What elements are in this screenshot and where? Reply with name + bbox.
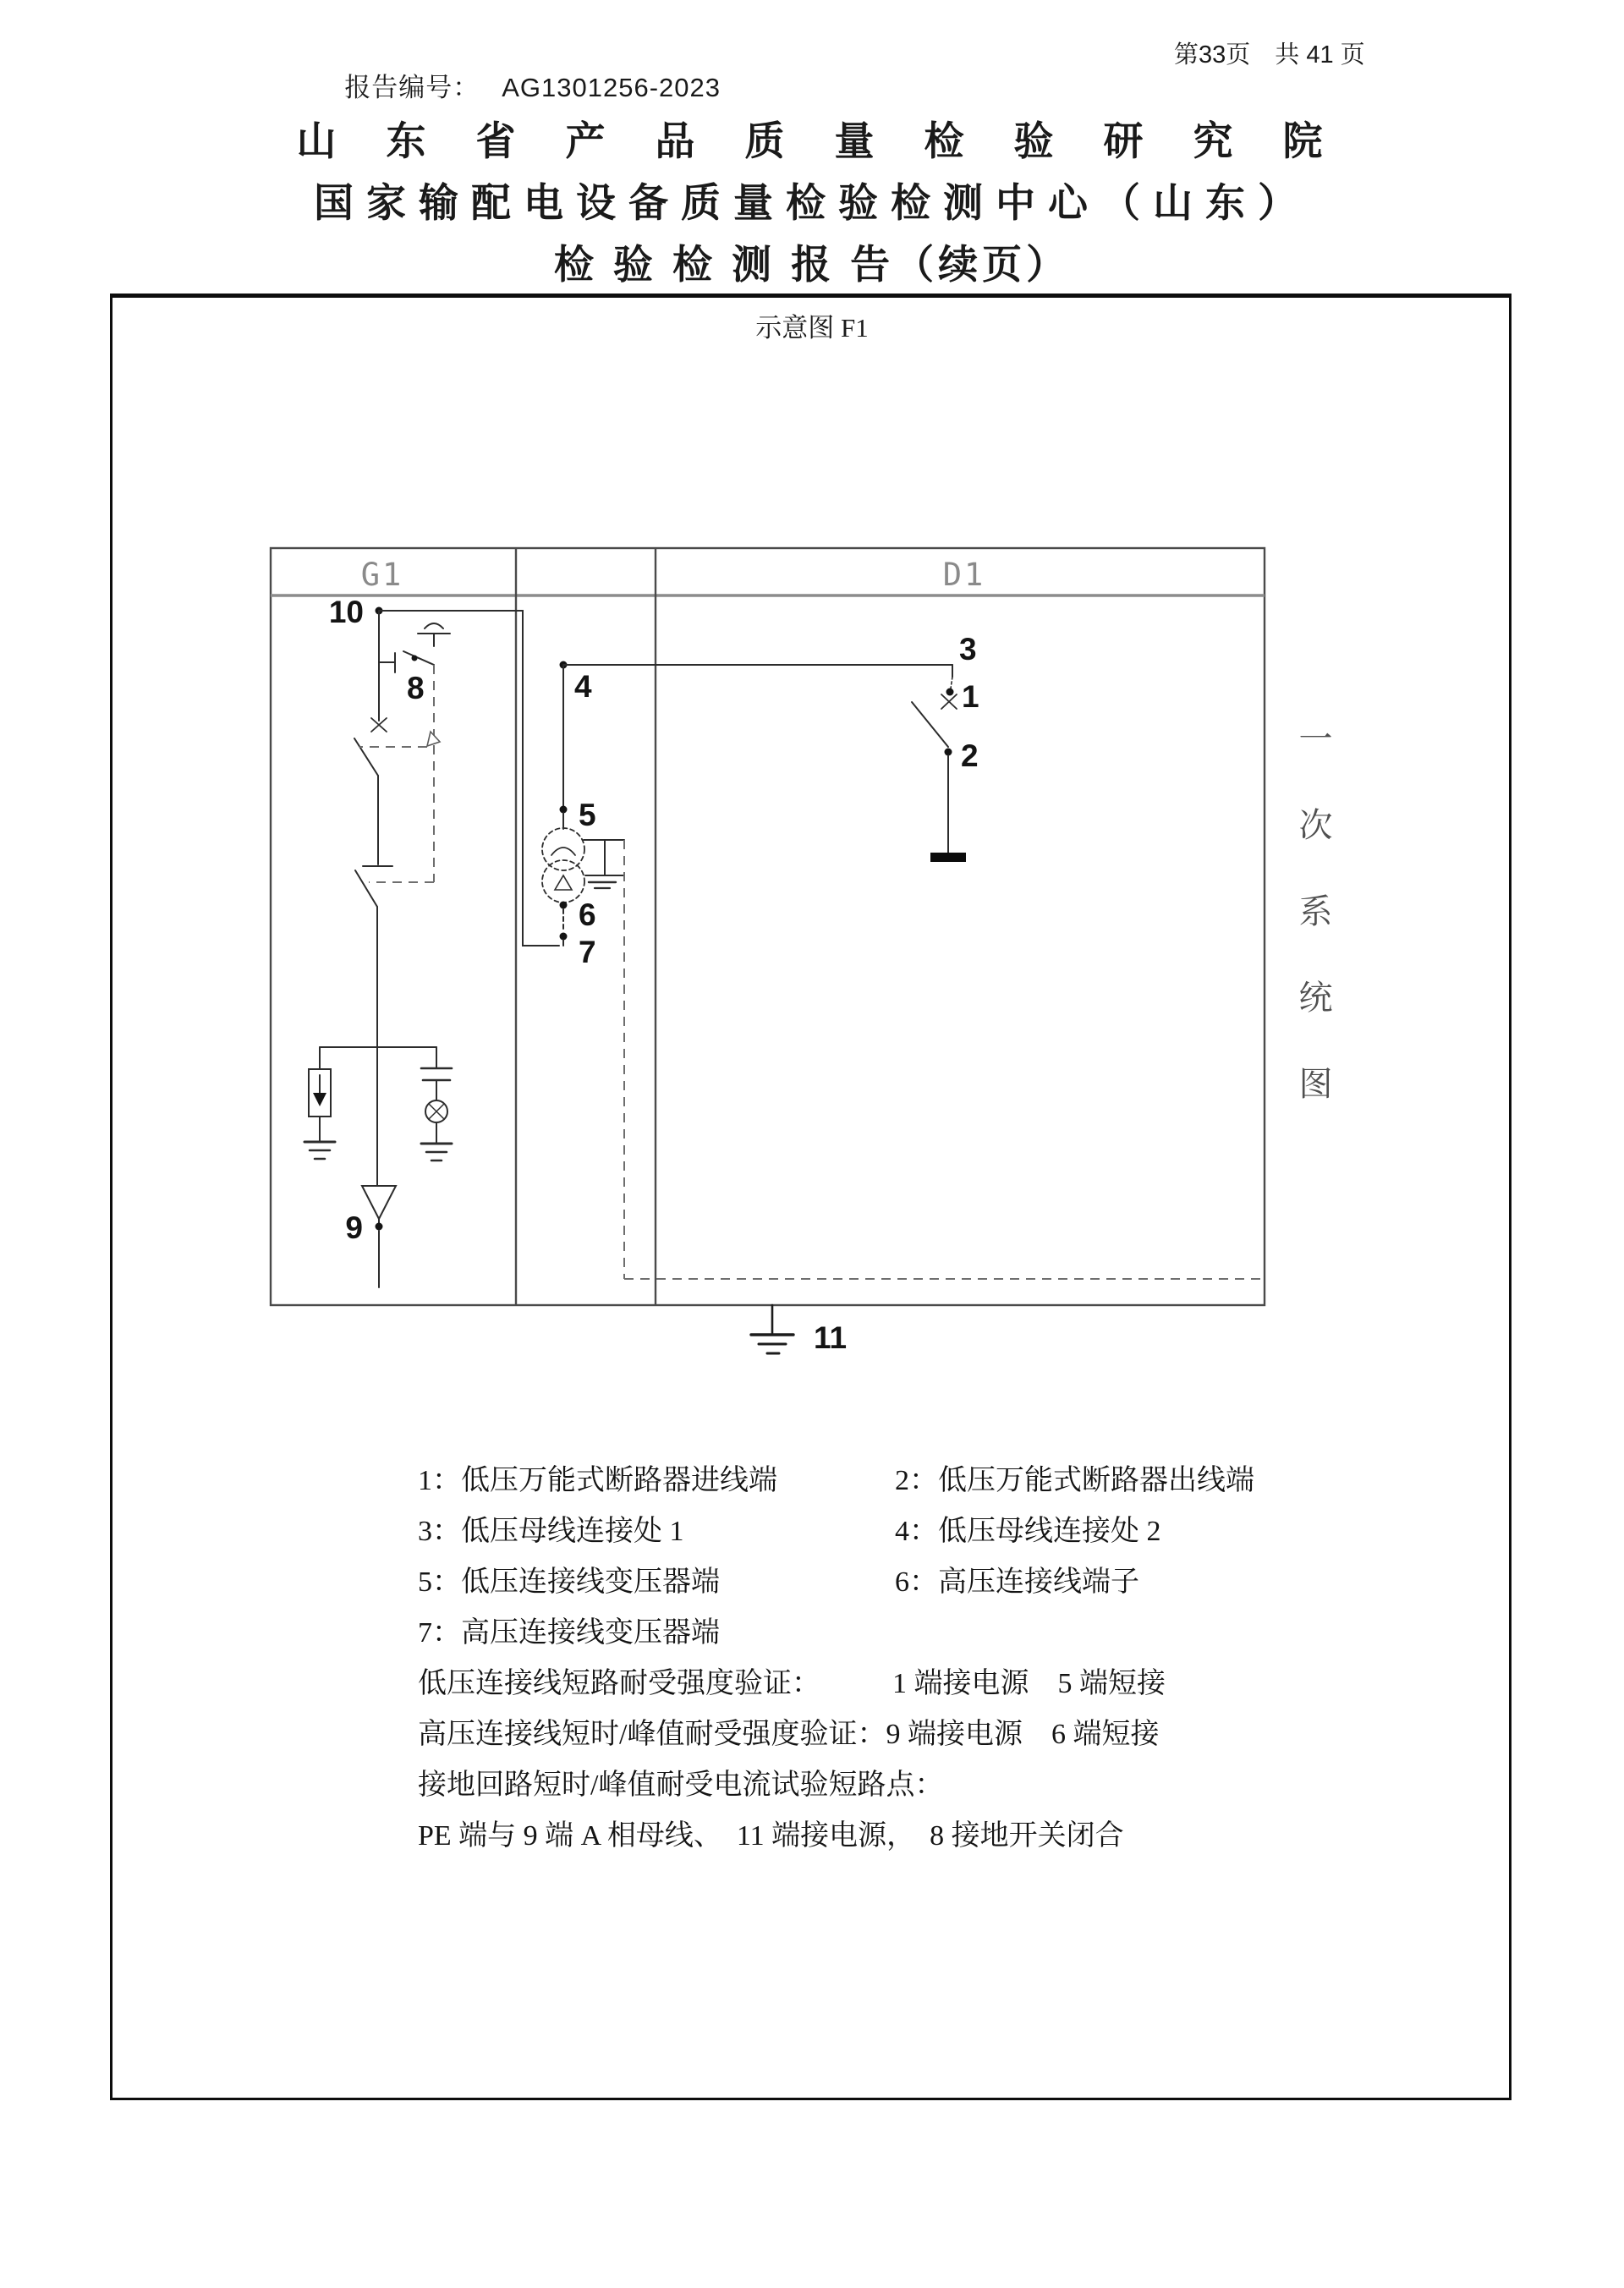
legend-item-2: 2：低压万能式断路器出线端 <box>895 1465 1254 1496</box>
legend-item-5: 5：低压连接线变压器端 <box>418 1566 720 1598</box>
report-number-line <box>328 36 721 104</box>
pe-dashed-run <box>624 840 1263 1279</box>
node-label-2: 2 <box>961 738 979 773</box>
node-label-4: 4 <box>574 669 592 704</box>
earthing-switch-8 <box>379 623 450 672</box>
node-label-9: 9 <box>345 1210 363 1245</box>
report-number-label: 报告编号： <box>344 73 480 102</box>
node-label-11: 11 <box>814 1320 848 1355</box>
busbar-terminal <box>930 853 966 862</box>
panel-label-d1: D1 <box>942 557 986 593</box>
legend-item-6: 6：高压连接线端子 <box>895 1566 1139 1598</box>
node-label-3: 3 <box>959 632 977 667</box>
note-earth-circuit: 接地回路短时/峰值耐受电流试验短路点： <box>418 1769 944 1801</box>
legend-item-4: 4：低压母线连接处 2 <box>895 1516 1161 1547</box>
node-label-6: 6 <box>579 897 596 932</box>
legend-item-1: 1：低压万能式断路器进线端 <box>418 1465 777 1496</box>
d1-circuit <box>563 665 966 862</box>
transformer-hv-winding <box>542 828 584 870</box>
note-hv-short-circuit: 高压连接线短时/峰值耐受强度验证：9 端接电源 6 端短接 <box>418 1719 1160 1750</box>
node-label-5: 5 <box>579 798 596 832</box>
title-institute: 山 东 省 产 品 质 量 检 验 研 究 院 <box>296 118 1328 163</box>
panel-label-g1: G1 <box>360 557 404 593</box>
note-lv-short-circuit: 低压连接线短路耐受强度验证： 1 端接电源 5 端短接 <box>418 1668 1166 1699</box>
legend-item-7: 7：高压连接线变压器端 <box>418 1617 720 1649</box>
disconnector-blade-upper <box>354 738 378 776</box>
node-label-1: 1 <box>962 679 979 714</box>
title-center: 国家输配电设备质量检验检测中心（山东） <box>314 180 1310 225</box>
figure-caption: 示意图 F1 <box>755 313 869 343</box>
breaker-blade <box>912 702 948 747</box>
node-label-10: 10 <box>328 595 364 629</box>
node-label-7: 7 <box>579 935 596 969</box>
node-9-triangle <box>362 1186 396 1219</box>
disconnector-blade-lower <box>355 870 377 907</box>
node-label-8: 8 <box>407 671 425 705</box>
ground-node-11 <box>751 1305 793 1353</box>
note-pe-connection: PE 端与 9 端 A 相母线、 11 端接电源， 8 接地开关闭合 <box>418 1820 1124 1852</box>
page-info: 第33页 共 41 页 <box>1174 41 1365 69</box>
transformer-lv-winding <box>542 860 584 903</box>
side-label-primary-system: 一次系统图 <box>1294 721 1332 1152</box>
report-number-value: AG1301256-2023 <box>502 73 721 102</box>
g1-circuit <box>304 607 559 1288</box>
delta-winding-symbol <box>555 875 572 890</box>
legend-item-3: 3：低压母线连接处 1 <box>418 1516 684 1547</box>
title-report: 检 验 检 测 报 告（续页） <box>553 242 1071 287</box>
primary-system-diagram <box>237 508 1286 1404</box>
panel-grid <box>271 548 1265 1305</box>
